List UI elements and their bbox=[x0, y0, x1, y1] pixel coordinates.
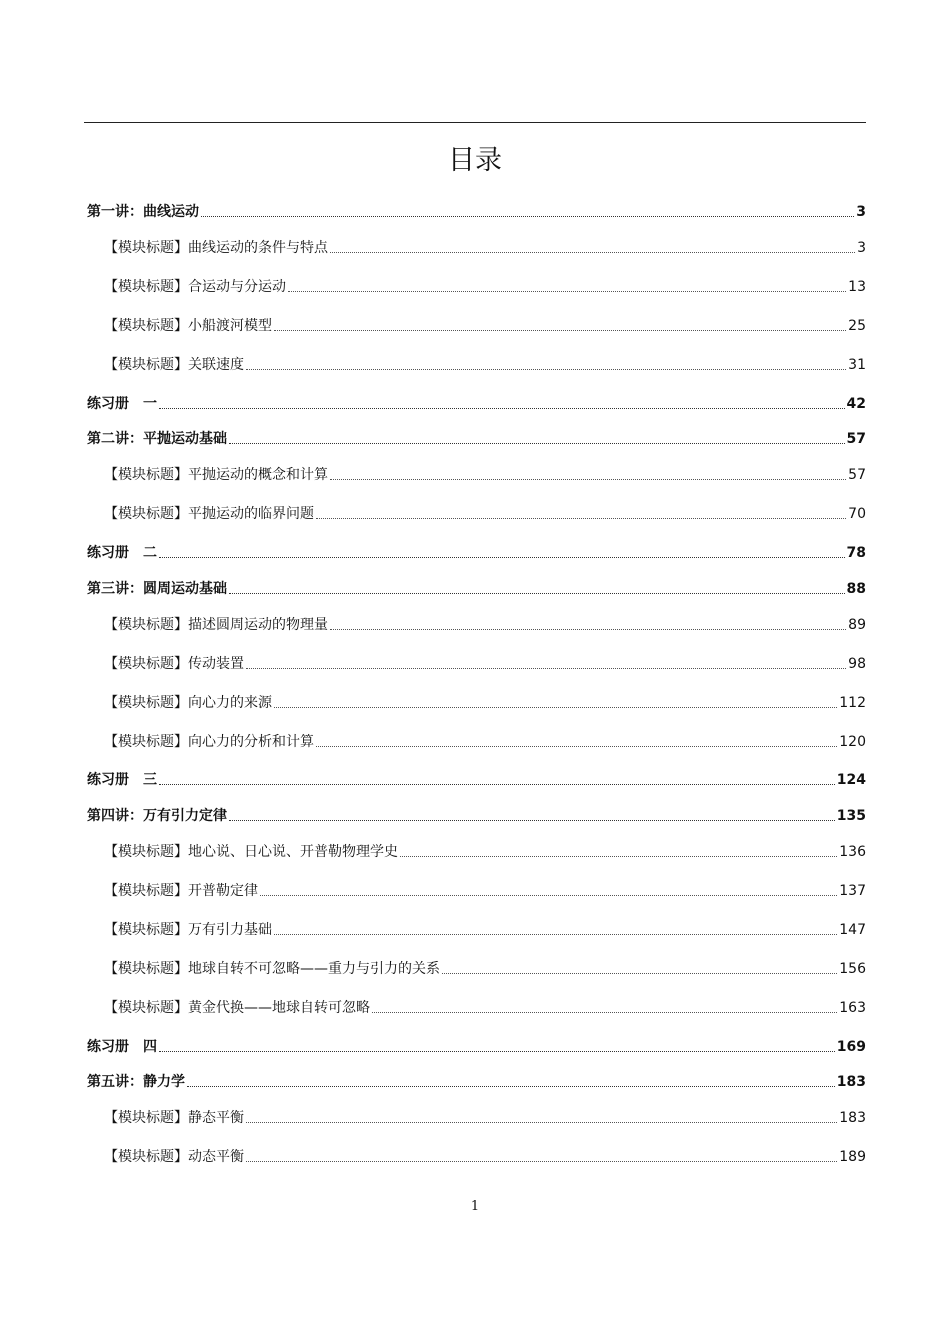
toc-entry-label: 【模块标题】描述圆周运动的物理量 bbox=[104, 617, 328, 633]
toc-entry[interactable] bbox=[104, 694, 866, 712]
toc-entry[interactable] bbox=[104, 960, 866, 978]
toc-entry-label: 【模块标题】传动装置 bbox=[104, 656, 244, 672]
toc-entry-label: 【模块标题】平抛运动的临界问题 bbox=[104, 506, 314, 522]
toc-entry-page: 3 bbox=[857, 240, 866, 256]
toc-entry-label: 【模块标题】向心力的来源 bbox=[104, 695, 272, 711]
toc-entry-page: 42 bbox=[846, 396, 866, 412]
dot-leader bbox=[159, 784, 835, 785]
toc-entry-label: 【模块标题】地心说、日心说、开普勒物理学史 bbox=[104, 844, 398, 860]
toc-entry-label: 第三讲：圆周运动基础 bbox=[87, 581, 227, 597]
toc-entry-page: 57 bbox=[848, 467, 866, 483]
toc-entry-label: 【模块标题】关联速度 bbox=[104, 357, 244, 373]
toc-entry-page: 13 bbox=[848, 279, 866, 295]
toc-entry-page: 183 bbox=[836, 1074, 866, 1090]
toc-entry-page: 120 bbox=[839, 734, 866, 750]
dot-leader bbox=[274, 934, 837, 935]
toc-entry-label: 【模块标题】合运动与分运动 bbox=[104, 279, 286, 295]
toc-entry[interactable] bbox=[87, 771, 866, 789]
toc-entry-label: 【模块标题】曲线运动的条件与特点 bbox=[104, 240, 328, 256]
page-number: 1 bbox=[470, 1199, 480, 1214]
dot-leader bbox=[229, 443, 845, 444]
dot-leader bbox=[246, 668, 846, 669]
dot-leader bbox=[288, 291, 846, 292]
toc-entry-page: 136 bbox=[839, 844, 866, 860]
toc-entry-label: 【模块标题】动态平衡 bbox=[104, 1149, 244, 1165]
toc-entry-page: 78 bbox=[846, 545, 866, 561]
toc-entry[interactable] bbox=[104, 1148, 866, 1166]
dot-leader bbox=[246, 369, 846, 370]
toc-entry-page: 169 bbox=[836, 1039, 866, 1055]
toc-entry[interactable] bbox=[87, 544, 866, 562]
dot-leader bbox=[316, 746, 837, 747]
dot-leader bbox=[201, 216, 854, 217]
dot-leader bbox=[246, 1122, 837, 1123]
toc-entry[interactable] bbox=[87, 395, 866, 413]
toc-entry-page: 3 bbox=[856, 204, 866, 220]
toc-entry-page: 88 bbox=[846, 581, 866, 597]
dot-leader bbox=[229, 593, 845, 594]
dot-leader bbox=[316, 518, 846, 519]
toc-entry[interactable] bbox=[104, 466, 866, 484]
dot-leader bbox=[330, 252, 855, 253]
toc-entry[interactable] bbox=[104, 1109, 866, 1127]
toc-entry-page: 89 bbox=[848, 617, 866, 633]
toc-entry[interactable] bbox=[87, 430, 866, 448]
toc-entry[interactable] bbox=[104, 239, 866, 257]
toc-entry[interactable] bbox=[87, 1038, 866, 1056]
toc-entry-label: 练习册 四 bbox=[87, 1039, 157, 1055]
dot-leader bbox=[260, 895, 837, 896]
toc-entry-page: 98 bbox=[848, 656, 866, 672]
toc-entry[interactable] bbox=[87, 807, 866, 825]
dot-leader bbox=[246, 1161, 837, 1162]
toc-entry-page: 124 bbox=[836, 772, 866, 788]
toc-entry-page: 112 bbox=[839, 695, 866, 711]
toc-entry-label: 第五讲：静力学 bbox=[87, 1074, 185, 1090]
toc-entry-page: 189 bbox=[839, 1149, 866, 1165]
toc-entry[interactable] bbox=[104, 317, 866, 335]
toc-entry[interactable] bbox=[104, 999, 866, 1017]
toc-entry[interactable] bbox=[104, 882, 866, 900]
toc-entry-page: 31 bbox=[848, 357, 866, 373]
toc-entry-label: 第四讲：万有引力定律 bbox=[87, 808, 227, 824]
toc-entry[interactable] bbox=[104, 733, 866, 751]
toc-entry-label: 【模块标题】静态平衡 bbox=[104, 1110, 244, 1126]
toc-entry-label: 【模块标题】万有引力基础 bbox=[104, 922, 272, 938]
toc-entry-label: 【模块标题】地球自转不可忽略——重力与引力的关系 bbox=[104, 961, 440, 977]
toc-entry-label: 【模块标题】平抛运动的概念和计算 bbox=[104, 467, 328, 483]
toc-entry-page: 137 bbox=[839, 883, 866, 899]
dot-leader bbox=[330, 629, 846, 630]
toc-entry-page: 70 bbox=[848, 506, 866, 522]
dot-leader bbox=[330, 479, 846, 480]
dot-leader bbox=[442, 973, 837, 974]
page-title: 目录 bbox=[448, 145, 502, 176]
toc-entry[interactable] bbox=[104, 921, 866, 939]
toc-entry-page: 183 bbox=[839, 1110, 866, 1126]
dot-leader bbox=[159, 1051, 835, 1052]
toc-entry[interactable] bbox=[104, 278, 866, 296]
header-rule bbox=[84, 122, 866, 123]
toc-entry-label: 第一讲：曲线运动 bbox=[87, 204, 199, 220]
toc-entry-page: 147 bbox=[839, 922, 866, 938]
dot-leader bbox=[274, 707, 837, 708]
toc-entry[interactable] bbox=[87, 580, 866, 598]
toc-entry-page: 156 bbox=[839, 961, 866, 977]
toc-entry-label: 第二讲：平抛运动基础 bbox=[87, 431, 227, 447]
toc-entry-label: 【模块标题】黄金代换——地球自转可忽略 bbox=[104, 1000, 370, 1016]
dot-leader bbox=[274, 330, 846, 331]
toc-entry-page: 135 bbox=[836, 808, 866, 824]
toc-entry[interactable] bbox=[104, 843, 866, 861]
toc-entry-label: 【模块标题】开普勒定律 bbox=[104, 883, 258, 899]
dot-leader bbox=[159, 557, 845, 558]
dot-leader bbox=[187, 1086, 835, 1087]
toc-entry-page: 25 bbox=[848, 318, 866, 334]
dot-leader bbox=[229, 820, 835, 821]
toc-entry-label: 【模块标题】向心力的分析和计算 bbox=[104, 734, 314, 750]
toc-entry[interactable] bbox=[87, 203, 866, 221]
toc-entry[interactable] bbox=[104, 356, 866, 374]
toc-entry[interactable] bbox=[87, 1073, 866, 1091]
dot-leader bbox=[372, 1012, 837, 1013]
dot-leader bbox=[400, 856, 837, 857]
toc-entry[interactable] bbox=[104, 505, 866, 523]
toc-entry-page: 57 bbox=[846, 431, 866, 447]
toc-entry-page: 163 bbox=[839, 1000, 866, 1016]
toc-entry-label: 练习册 二 bbox=[87, 545, 157, 561]
toc-entry-label: 练习册 三 bbox=[87, 772, 157, 788]
toc-entry-label: 练习册 一 bbox=[87, 396, 157, 412]
dot-leader bbox=[159, 408, 845, 409]
toc-entry[interactable] bbox=[104, 616, 866, 634]
toc-entry[interactable] bbox=[104, 655, 866, 673]
toc-entry-label: 【模块标题】小船渡河模型 bbox=[104, 318, 272, 334]
